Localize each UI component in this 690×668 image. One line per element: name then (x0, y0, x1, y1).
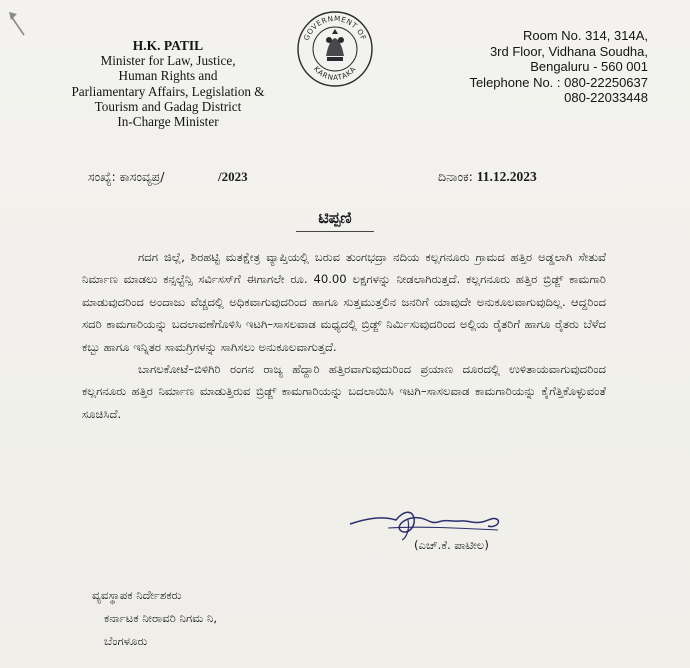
reference-number-label: ಸಂಖ್ಯೆ: ಕಾಸಂವ್ಯಪ್ರ/ (88, 169, 165, 184)
heading-underline (296, 231, 374, 232)
minister-name: H.K. PATIL (132, 38, 204, 53)
page-corner-arrow-icon (6, 8, 28, 38)
minister-title-line: In-Charge Minister (117, 114, 219, 130)
note-body (82, 246, 606, 425)
address-line: 3rd Floor, Vidhana Soudha, (489, 43, 648, 59)
signer-name: (ಎಚ್.ಕೆ. ಪಾಟೀಲ) (414, 538, 489, 552)
address-line: Room No. 314, 314A, (522, 28, 648, 43)
government-of-karnataka-seal (296, 10, 374, 88)
note-heading: ಟಿಪ್ಪಣಿ (318, 208, 352, 227)
office-address (420, 28, 648, 106)
reference-year: /2023 (218, 169, 248, 184)
date-value: 11.12.2023 (476, 169, 537, 184)
date-line (438, 169, 537, 185)
minister-letterhead (68, 38, 268, 129)
handwritten-signature (348, 506, 508, 542)
minister-title-line: Human Rights and (118, 68, 218, 84)
addressee-line: ವ್ಯವಸ್ಥಾಪಕ ನಿರ್ದೇಶಕರು (92, 588, 182, 602)
telephone-line: Telephone No. : 080-22250637 (469, 74, 648, 90)
minister-title-line: Parliamentary Affairs, Legislation & (71, 83, 265, 99)
date-label: ದಿನಾಂಕ: (438, 169, 473, 184)
body-paragraph: ಬಾಗಲಕೋಟೆ–ಬಿಳಿಗಿರಿ ರಂಗನ ರಾಜ್ಯ ಹೆದ್ದಾರಿ ಹತ್ತಿರವಾಗುವುದುರಿಂದ ಪ್ರಯಾಣ ದೂರದಲ್ಲಿ ಉಳಿತಾಯವಾಗುವುದರಿಂದ ಕಲ್ಲಗನೂರು ಹತ್ತಿರ ನಿರ್ಮಾಣ ಮಾಡುತ್ತಿರುವ ಬ್ರಿಡ್ಜ್ ಕಾಮಗಾರಿಯನ್ನು ಬದಲಾಯಿಸಿ ಇಟಗಿ–ಸಾಸಲವಾಡ ಕಾಮಗಾರಿಯನ್ನು ಕೈಗೆತ್ತಿಕೊಳ್ಳುವಂತೆ ಸೂಚಿಸಿದೆ. (82, 362, 606, 421)
minister-title-line: Minister for Law, Justice, (100, 53, 236, 69)
svg-text:GOVERNMENT OF: GOVERNMENT OF (301, 13, 369, 42)
svg-text:KARNATAKA: KARNATAKA (312, 64, 358, 83)
body-paragraph: ಗದಗ ಜಿಲ್ಲೆ, ಶಿರಹಟ್ಟಿ ಮತಕ್ಷೇತ್ರ ವ್ಯಾಪ್ತಿಯಲ್ಲಿ ಬರುವ ತುಂಗಭದ್ರಾ ನದಿಯ ಕಲ್ಲಗನೂರು ಗ್ರಾಮದ ಹತ್ತಿರ ಅಡ್ಡಲಾಗಿ ಸೇತುವೆ ನಿರ್ಮಾಣ ಮಾಡಲು ಕನ್ಸಲ್ಟೆನ್ಸಿ ಸರ್ವಿಸಸ್‌ಗೆ ಈಗಾಗಲೇ ರೂ. 40.00 ಲಕ್ಷಗಳನ್ನು ನೀಡಲಾಗಿರುತ್ತದೆ. ಕಲ್ಲಗನೂರು ಹತ್ತಿರ ಬ್ರಿಡ್ಜ್ ಕಾಮಗಾರಿ ಮಾಡುವುದರಿಂದ ಅಂದಾಜು ವೆಚ್ಚದಲ್ಲಿ ಅಧಿಕವಾಗುವುದರಿಂದ ಹಾಗೂ ಸುತ್ತಮುತ್ತಲಿನ ಜನರಿಗೆ ಯಾವುದೇ ಅನುಕೂಲವಾಗುವುದಿಲ್ಲ. ಆದ್ದರಿಂದ ಸದರಿ ಕಾಮಗಾರಿಯನ್ನು ಬದಲಾವಣೆಗೊಳಿಸಿ ಇಟಗಿ–ಸಾಸಲವಾಡ ಮಧ್ಯದಲ್ಲಿ ಬ್ರಿಡ್ಜ್ ನಿರ್ಮಿಸುವುದರಿಂದ ಅಲ್ಲಿಯ ರೈತರಿಗೆ ಹಾಗೂ ರೈತರು ಬೆಳೆದ ಕಬ್ಬು ಹಾಗೂ ಇನ್ನಿತರ ಸಾಮಗ್ರಿಗಳನ್ನು ಸಾಗಿಸಲು ಅನುಕೂಲವಾಗುತ್ತದೆ. (82, 250, 606, 354)
minister-title-line: Tourism and Gadag District (94, 98, 242, 114)
address-line: Bengaluru - 560 001 (530, 59, 648, 75)
telephone-line: 080-22033448 (564, 90, 648, 106)
addressee-block (92, 584, 217, 653)
addressee-line: ಕರ್ನಾಟಕ ನೀರಾವರಿ ನಿಗಮ ನಿ, (104, 611, 218, 625)
addressee-line: ಬೆಂಗಳೂರು (104, 634, 148, 648)
